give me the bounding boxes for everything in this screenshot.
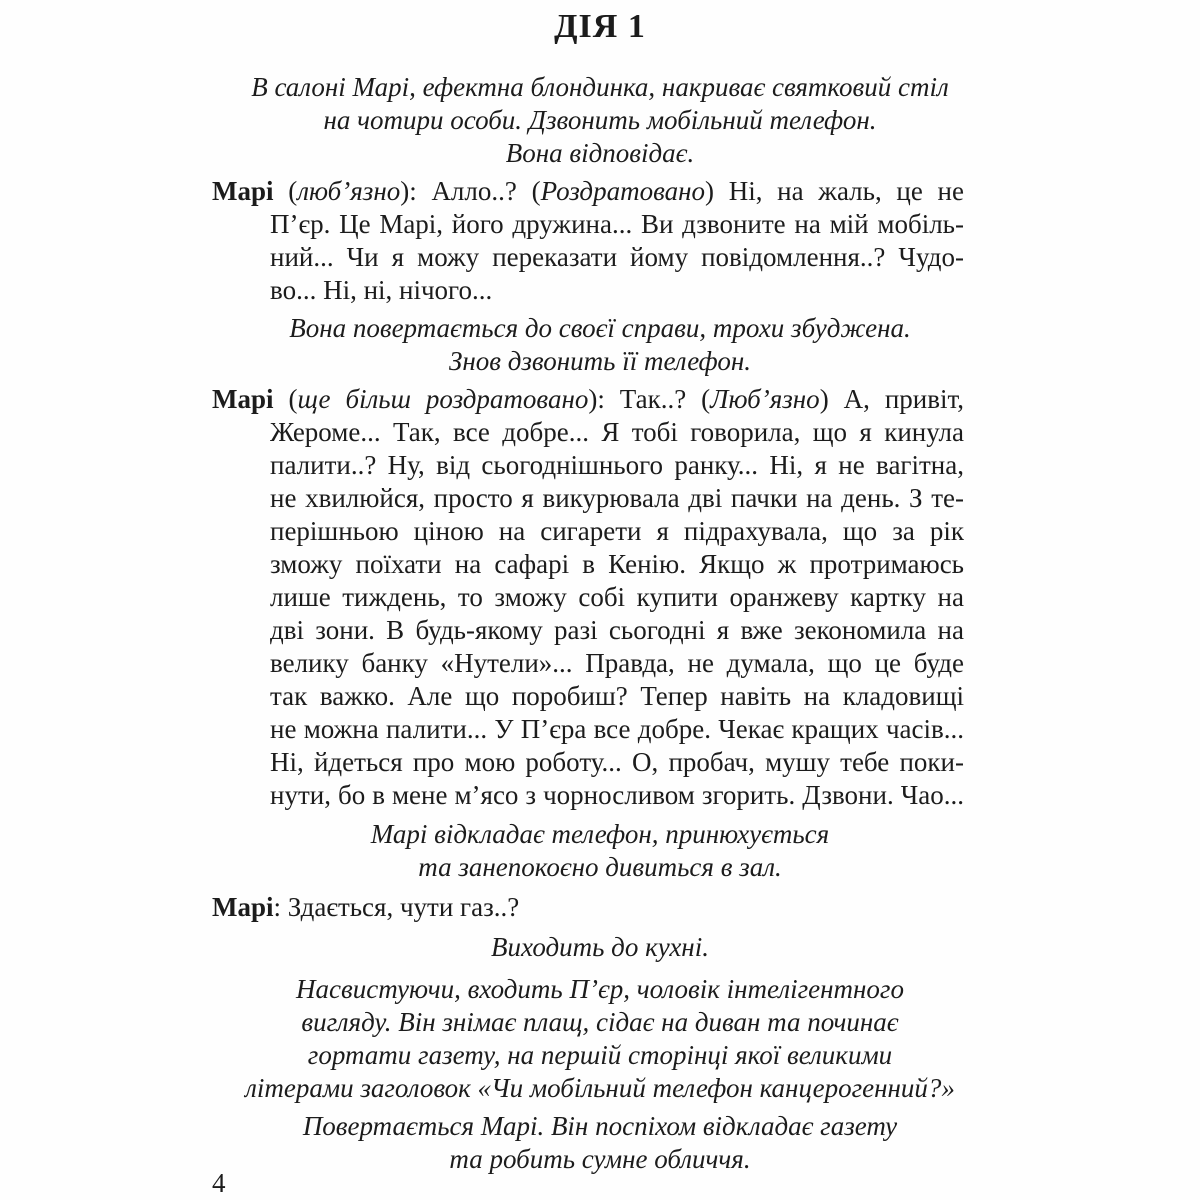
dialogue-line: П’єр. Це Марі, його дружина... Ви дзвоните на мій мобіль- bbox=[270, 209, 964, 239]
stage-direction-line: літерами заголовок «Чи мобільний телефон канцерогенний?» bbox=[245, 1073, 955, 1103]
act-heading: ДІЯ 1 bbox=[554, 8, 646, 45]
stage-direction-line: та робить сумне обличчя. bbox=[449, 1144, 751, 1174]
remark: Люб’язно bbox=[710, 384, 820, 414]
stage-direction-line: Вона повертається до своєї справи, трохи збуджена. bbox=[289, 313, 911, 343]
stage-direction-line: на чотири особи. Дзвонить мобільний телефон. bbox=[323, 105, 877, 135]
dialogue-line: палити..? Ну, від сьогоднішнього ранку... Ні, я не вагітна, bbox=[270, 450, 964, 480]
remark: Роздратовано bbox=[540, 176, 706, 206]
dialogue-line bbox=[212, 890, 964, 924]
remark: ще більш роздратовано bbox=[297, 384, 589, 414]
speaker-name: Марі bbox=[212, 384, 274, 414]
dialogue-line: во... Ні, ні, нічого... bbox=[270, 275, 493, 305]
stage-direction-line: та занепокоєно дивиться в зал. bbox=[418, 852, 782, 882]
paren: ( bbox=[273, 384, 298, 414]
dialogue-line: перішньою ціною на сигарети я підрахувала, що за рік bbox=[270, 516, 964, 546]
stage-direction-line: В салоні Марі, ефектна блондинка, накриває святковий стіл bbox=[251, 72, 949, 102]
dialogue-line bbox=[212, 382, 964, 416]
dialogue-text: Алло..? ( bbox=[431, 176, 541, 206]
colon: : bbox=[273, 892, 288, 922]
speaker-name: Марі bbox=[212, 176, 274, 206]
dialogue-text: Так..? ( bbox=[619, 384, 711, 414]
dialogue-line: велику банку «Нутели»... Правда, не думала, що це буде bbox=[270, 648, 964, 678]
dialogue-line: не можна палити... У П’єра все добре. Чекає кращих часів... bbox=[270, 714, 964, 744]
stage-direction-line: гортати газету, на першій сторінці якої великими bbox=[307, 1040, 893, 1070]
dialogue-line: Ні, йдеться про мою роботу... О, пробач, мушу тебе поки- bbox=[270, 747, 964, 777]
dialogue-line: не хвилюйся, просто я викурювала дві пачки на день. З те- bbox=[270, 483, 964, 513]
dialogue-text: ) Ні, на жаль, це не bbox=[705, 176, 964, 206]
stage-direction-line: Марі відкладає телефон, принюхується bbox=[370, 819, 830, 849]
remark: люб’язно bbox=[297, 176, 401, 206]
dialogue-line: нути, бо в мене м’ясо з чорносливом згорить. Дзвони. Чао... bbox=[270, 780, 964, 810]
stage-direction-line: Повертається Марі. Він поспіхом відкладає газету bbox=[302, 1111, 898, 1141]
dialogue-line: лише тиждень, то зможу собі купити оранжеву картку на bbox=[270, 582, 964, 612]
dialogue-line: так важко. Але що поробиш? Тепер навіть на кладовищі bbox=[270, 681, 964, 711]
paren: ): bbox=[588, 384, 620, 414]
stage-direction-line: Знов дзвонить її телефон. bbox=[449, 346, 751, 376]
stage-direction-line: Вона відповідає. bbox=[505, 138, 695, 168]
stage-direction-line: вигляду. Він знімає плащ, сідає на диван та починає bbox=[301, 1007, 899, 1037]
dialogue-line bbox=[212, 174, 964, 208]
paren: ): bbox=[400, 176, 432, 206]
stage-direction-line: Виходить до кухні. bbox=[491, 932, 709, 962]
speaker-name: Марі bbox=[212, 892, 274, 922]
dialogue-text: Здається, чути газ..? bbox=[287, 892, 520, 922]
dialogue-line: Жероме... Так, все добре... Я тобі говорила, що я кинула bbox=[270, 417, 964, 447]
stage-direction-line: Насвистуючи, входить П’єр, чоловік інтелігентного bbox=[296, 974, 904, 1004]
dialogue-line: зможу поїхати на сафарі в Кенію. Якщо ж протримаюсь bbox=[270, 549, 964, 579]
dialogue-text: ) А, привіт, bbox=[819, 384, 964, 414]
page-number: 4 bbox=[212, 1168, 226, 1198]
dialogue-line: ний... Чи я можу переказати йому повідомлення..? Чудо- bbox=[270, 242, 964, 272]
paren: ( bbox=[273, 176, 298, 206]
dialogue-line: дві зони. В будь-якому разі сьогодні я вже зекономила на bbox=[270, 615, 964, 645]
